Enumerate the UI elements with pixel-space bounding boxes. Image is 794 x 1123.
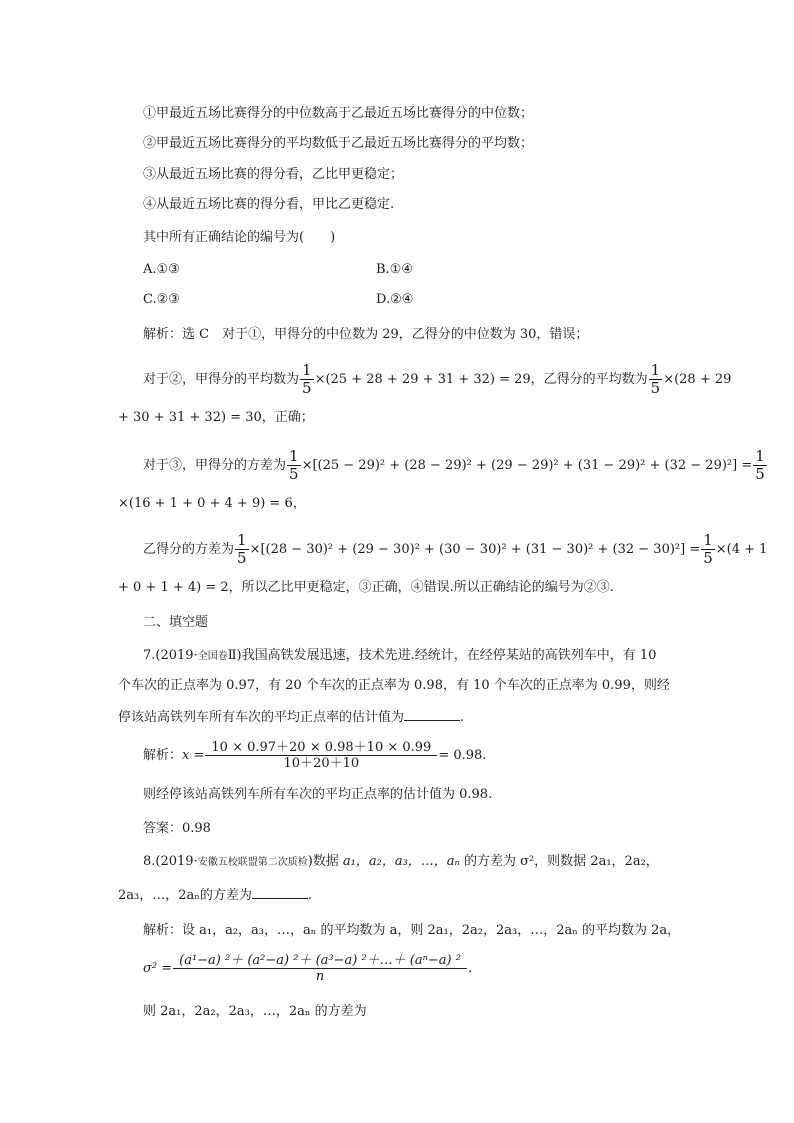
solution-8-line-2: [143, 953, 472, 984]
fraction-one-fifth: [287, 448, 301, 483]
variable-list: a₁，a₂，a₃，…，aₙ: [342, 854, 460, 869]
choice-d: D.②④: [376, 292, 414, 307]
fraction-denominator: 5: [755, 465, 765, 483]
question-7-line-2: 个车次的正点率为 0.97，有 20 个车次的正点率为 0.98，有 10 个车次的正点率为 0.99，则经: [118, 678, 670, 693]
answer-blank: [252, 885, 308, 899]
text-segment: 的方差为 σ²，则数据 2a₁，2a₂，: [459, 854, 659, 869]
fraction-denominator: 10＋20＋10: [205, 755, 437, 771]
variance-symbol: σ² =: [143, 961, 173, 976]
fraction-numerator: 1: [302, 361, 312, 379]
question-source: 全国卷: [197, 651, 228, 662]
text-segment: ×(28 + 29: [663, 372, 732, 387]
question-7-line-3: [118, 707, 464, 727]
fraction-numerator: (a¹−a) ²＋ (a²−a) ²＋ (a³−a) ²＋…＋ (aⁿ−a) ²: [179, 953, 461, 968]
fraction-numerator: 1: [703, 531, 713, 549]
text-segment: = 0.98.: [438, 748, 487, 763]
text-segment: Ⅱ)我国高铁发展迅速，技术先进.经统计，在经停某站的高铁列车中，有 10: [227, 648, 657, 663]
text-segment: .: [460, 710, 465, 725]
fraction-one-fifth: [701, 532, 715, 567]
choice-c: C.②③: [143, 292, 180, 307]
fraction-average: [205, 740, 437, 771]
fraction-one-fifth: [300, 362, 314, 397]
fraction-denominator: 5: [289, 465, 299, 483]
fraction-numerator: 1: [650, 361, 661, 379]
solution-8-line-3: 则 2a₁，2a₂，2a₃，…，2aₙ 的方差为: [143, 1004, 367, 1019]
section-heading: 二、填空题: [143, 615, 209, 630]
solution-6-line-3: + 30 + 31 + 32) = 30，正确；: [118, 410, 314, 425]
text-segment: =: [189, 748, 205, 763]
text-segment: 乙得分的方差为: [143, 542, 235, 557]
text-segment: 解析：: [143, 748, 183, 763]
statement-2: ②甲最近五场比赛得分的平均数低于乙最近五场比赛得分的平均数；: [143, 136, 534, 151]
fraction-numerator: 1: [237, 531, 247, 549]
solution-6-line-2: [143, 362, 731, 397]
fraction-one-fifth: [753, 448, 767, 483]
solution-6-line-6: [143, 532, 767, 567]
fraction-numerator: 10 × 0.97＋20 × 0.98＋10 × 0.99: [211, 740, 432, 755]
text-segment: 2a₃，…，2aₙ的方差为: [118, 888, 252, 903]
fraction-denominator: n: [173, 968, 467, 984]
fraction-denominator: 5: [703, 549, 713, 567]
solution-7-line-1: [143, 740, 486, 771]
solution-6-line-5: ×(16 + 1 + 0 + 4 + 9) = 6，: [118, 496, 306, 511]
solution-6-line-1: 解析：选 C 对于①，甲得分的中位数为 29，乙得分的中位数为 30，错误；: [143, 327, 589, 342]
fraction-denominator: 5: [237, 549, 247, 567]
choice-a: A.①③: [143, 262, 180, 277]
text-segment: 8.(2019·: [143, 854, 198, 869]
fraction-numerator: 1: [289, 447, 299, 465]
text-segment: ×(4 + 1: [715, 542, 768, 557]
fraction-denominator: 5: [650, 379, 661, 397]
solution-6-line-7: + 0 + 1 + 4) = 2，所以乙比甲更稳定，③正确，④错误.所以正确结论的编号为②③.: [118, 580, 614, 595]
question-8-line-2: [118, 885, 312, 905]
fraction-one-fifth: [649, 362, 663, 397]
question-source: 安徽五校联盟第二次质检: [197, 857, 308, 868]
solution-8-line-1: 解析：设 a₁，a₂，a₃，…，aₙ 的平均数为 a，则 2a₁，2a₂，2a₃，…，2aₙ 的平均数为 2a，: [143, 923, 681, 938]
text-segment: ×(25 + 28 + 29 + 31 + 32) = 29，乙得分的平均数为: [314, 372, 648, 387]
solution-7-line-2: 则经停该站高铁列车所有车次的平均正点率的估计值为 0.98.: [143, 787, 493, 802]
answer-blank: [404, 707, 460, 721]
text-segment: .: [307, 888, 313, 903]
text-segment: ×[(28 − 30)² + (29 − 30)² + (30 − 30)² + (31 − 30)² + (32 − 30)²] =: [249, 542, 701, 557]
statement-4: ④从最近五场比赛的得分看，甲比乙更稳定.: [143, 197, 395, 212]
fraction-variance: [173, 953, 467, 984]
question-8-line-1: [143, 853, 659, 872]
question-6-prompt: 其中所有正确结论的编号为( ): [143, 230, 336, 245]
solution-6-line-4: [143, 448, 768, 483]
question-7-line-1: [143, 647, 656, 666]
text-segment: )数据: [307, 854, 343, 869]
answer-7: 答案：0.98: [143, 821, 211, 836]
fraction-numerator: 1: [755, 447, 765, 465]
text-segment: 停该站高铁列车所有车次的平均正点率的估计值为: [118, 710, 405, 725]
text-segment: 对于③，甲得分的方差为: [143, 458, 287, 473]
fraction-one-fifth: [235, 532, 249, 567]
choice-b: B.①④: [376, 262, 413, 277]
statement-1: ①甲最近五场比赛得分的中位数高于乙最近五场比赛得分的中位数；: [143, 106, 534, 121]
text-segment: 7.(2019·: [143, 648, 198, 663]
text-segment: 对于②，甲得分的平均数为: [143, 372, 300, 387]
fraction-denominator: 5: [302, 379, 312, 397]
statement-3: ③从最近五场比赛的得分看，乙比甲更稳定；: [143, 167, 404, 182]
text-segment: ×[(25 − 29)² + (28 − 29)² + (29 − 29)² + (31 − 29)² + (32 − 29)²] =: [301, 458, 753, 473]
text-segment: .: [467, 961, 473, 976]
variable: x: [182, 748, 190, 763]
